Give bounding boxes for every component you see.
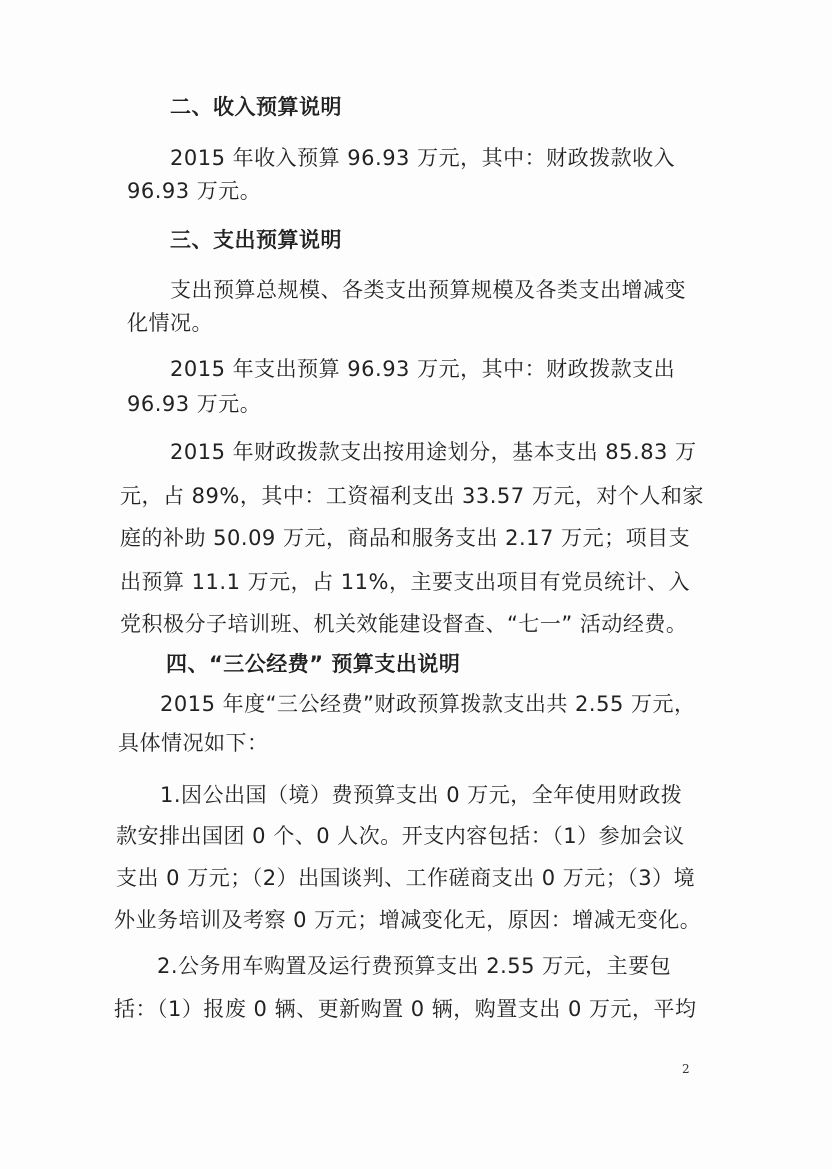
section3-paragraph3-line5: 党积极分子培训班、机关效能建设督查、“七一” 活动经费。: [120, 612, 688, 636]
section4-paragraph1-line1: 2015 年度“三公经费”财政预算拨款支出共 2.55 万元，: [160, 692, 696, 716]
section2-paragraph1-line2: 96.93 万元。: [127, 179, 262, 203]
section4-paragraph3-line2: 括：（1）报废 0 辆、更新购置 0 辆，购置支出 0 万元，平均: [114, 997, 697, 1021]
section3-paragraph2-line1: 2015 年支出预算 96.93 万元，其中：财政拨款支出: [170, 357, 676, 381]
section3-heading: 三、支出预算说明: [170, 228, 342, 252]
section3-paragraph1-line1: 支出预算总规模、各类支出预算规模及各类支出增减变: [170, 278, 686, 302]
section2-heading: 二、收入预算说明: [170, 95, 342, 119]
section4-paragraph2-line2: 款安排出国团 0 个、0 人次。开支内容包括：（1）参加会议: [116, 824, 685, 848]
section4-paragraph3-line1: 2.公务用车购置及运行费预算支出 2.55 万元，主要包: [157, 954, 672, 978]
section4-paragraph2-line3: 支出 0 万元；（2）出国谈判、工作磋商支出 0 万元；（3）境: [116, 866, 696, 890]
section3-paragraph3-line2: 元，占 89%，其中：工资福利支出 33.57 万元，对个人和家: [120, 484, 704, 508]
section3-paragraph1-line2: 化情况。: [127, 311, 213, 335]
section4-paragraph2-line4: 外业务培训及考察 0 万元；增减变化无，原因：增减无变化。: [114, 908, 702, 932]
section3-paragraph3-line3: 庭的补助 50.09 万元，商品和服务支出 2.17 万元；项目支: [120, 526, 691, 550]
section3-paragraph3-line1: 2015 年财政拨款支出按用途划分，基本支出 85.83 万: [170, 440, 697, 464]
page-number: 2: [682, 1062, 690, 1076]
section4-paragraph2-line1: 1.因公出国（境）费预算支出 0 万元，全年使用财政拨: [160, 783, 683, 807]
section3-paragraph2-line2: 96.93 万元。: [127, 392, 262, 416]
section2-paragraph1-line1: 2015 年收入预算 96.93 万元，其中：财政拨款收入: [170, 146, 676, 170]
section4-paragraph1-line2: 具体情况如下：: [118, 731, 269, 755]
section4-heading: 四、“三公经费” 预算支出说明: [166, 652, 461, 676]
section3-paragraph3-line4: 出预算 11.1 万元，占 11%，主要支出项目有党员统计、入: [120, 570, 690, 594]
